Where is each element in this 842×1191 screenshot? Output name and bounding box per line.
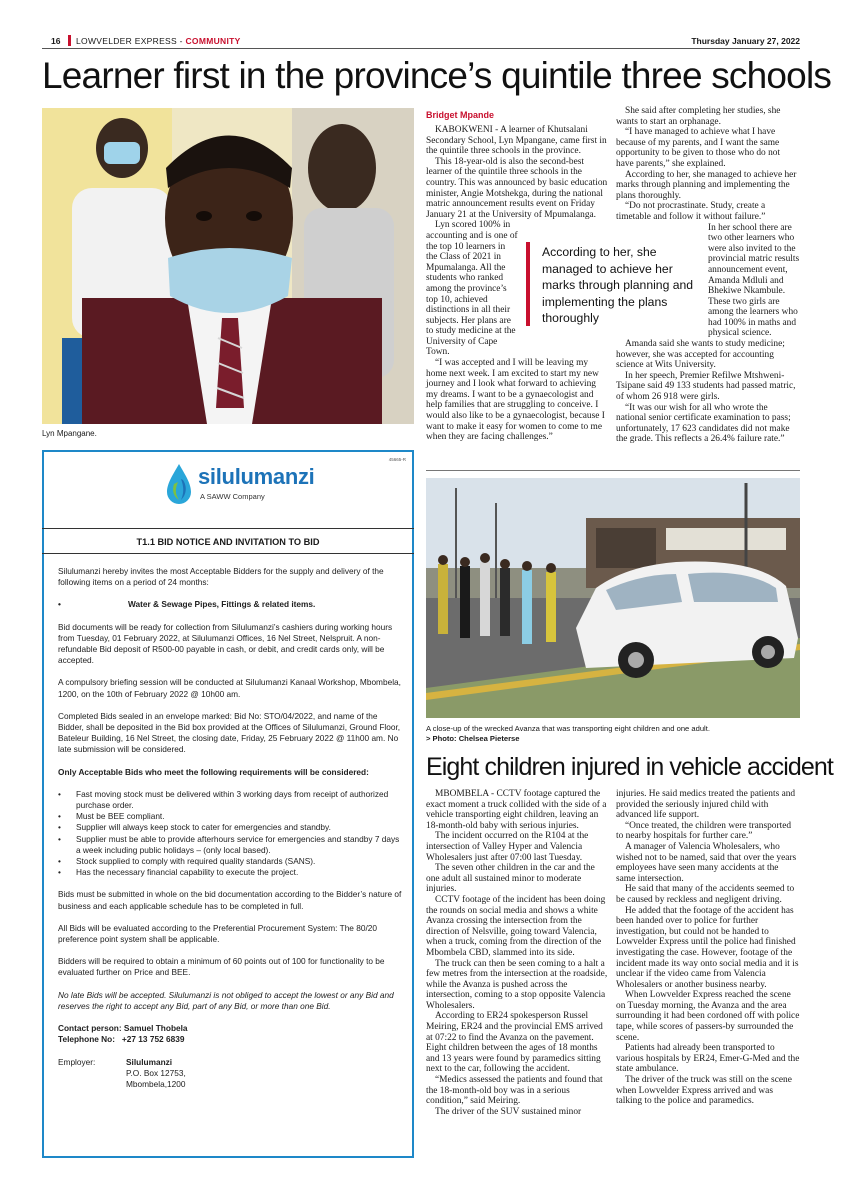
water-drop-icon: [164, 462, 194, 506]
ad-employer-box: P.O. Box 12753,: [126, 1067, 186, 1078]
ad-late-bids: No late Bids will be accepted. Silulumanzi is not obliged to accept the lowest or any Bid and reserves the right to accept any Bid, part of any Bid, or more than one Bid.: [58, 989, 394, 1011]
publication-title: LOWVELDER EXPRESS -: [76, 36, 183, 46]
ad-requirement: • Supplier must be able to provide afterhours service for emergencies and standby 7 days a week including public holidays – (only local based).: [58, 834, 402, 856]
pull-quote-bar: [526, 242, 530, 326]
ad-documents: Bid documents will be ready for collection from Silulumanzi’s cashiers during working hours from Tuesday, 01 February 2022, at Silulumanzi Offices, 16 Nel Street, Nelspruit. A non-refundable Bid deposit of R500-00 payable in cash, or debit, and credit cards only, will be accepted.: [58, 621, 393, 666]
story2-c1-p7: “Medics assessed the patients and found that the 18-month-old boy was in a serious condition,” said Meiring.: [426, 1075, 603, 1107]
ad-requirement: • Fast moving stock must be delivered within 3 working days from receipt of authorized purchase order.: [58, 789, 402, 811]
ad-employer-city: Mbombela,1200: [126, 1078, 186, 1089]
ad-requirement: • Has the necessary financial capability to execute the project.: [58, 867, 402, 878]
section-name: COMMUNITY: [185, 36, 241, 46]
story2-c1-p2: The incident occurred on the R104 at the intersection of Valley Hyper and Valencia Wholesalers just after 07:00 last Tuesday.: [426, 831, 589, 863]
ad-employer-details: [126, 1057, 186, 1091]
story1-c1-p4: “I was accepted and I will be leaving my home next week. I am excited to start my new journey and I look what forward to achieving my dreams. I want to be a gynaecologist and help families that are struggling to conceive. I would also like to be a gynaecologist, because I want to make it easy for women to come to me when they are facing challenges.”: [426, 358, 605, 443]
ad-requirement: • Supplier will always keep stock to cater for emergencies and standby.: [58, 822, 402, 833]
ad-reference-number: 45665-R: [388, 457, 406, 462]
story-divider: [426, 470, 800, 471]
accident-photo-caption: [426, 724, 800, 744]
story2-c2-p7: Patients had already been transported to various hospitals by ER24, Emer-G-Med and the state ambulance.: [616, 1043, 800, 1075]
ad-item: • Water & Sewage Pipes, Fittings & related items.: [58, 599, 402, 610]
story2-c2-p6: When Lowvelder Express reached the scene on Tuesday morning, the Avanza and the area surrounding it had been cordoned off with police tape, while scores of passers-by surrounded the scene.: [616, 990, 800, 1043]
story1-c1-p3: Lyn scored 100% in accounting and is one of the top 10 learners in the Class of 2021 in Mpumalanga. All the students who ranked among the province’s top 10, achieved distinctions in all their subjects. Her plans are to study medicine at the University of Cape Town.: [426, 220, 518, 358]
accident-photo-illustration: [426, 478, 800, 718]
issue-date: Thursday January 27, 2022: [691, 36, 800, 46]
ad-requirements-list: [58, 789, 402, 879]
bid-notice-advert: [42, 450, 414, 1158]
brand-name: silulumanzi: [198, 464, 315, 489]
story1-c2-p4: “Do not procrastinate. Study, create a timetable and follow it without failure.”: [616, 201, 766, 222]
story2-c1-p3: The seven other children in the car and the one adult all sustained minor to moderate injuries.: [426, 863, 595, 895]
story2-column-1: [426, 789, 610, 1117]
story1-byline: Bridget Mpande: [426, 110, 495, 120]
story1-c2-p8: “It was our wish for all who wrote the national senior certificate examination to pass; unfortunately, 17 623 candidates did not make the grade. This reflects a 26.4% failure rate.”: [616, 402, 791, 445]
story1-headline: Learner first in the province’s quintile three schools: [42, 55, 832, 96]
ad-sealed: Completed Bids sealed in an envelope marked: Bid No: STO/04/2022, and name of the Bidder, shall be deposited in the Bid box provided at the Offices of Silulumanzi, Ground Floor, Bateleur Building, 16 Nel Street, the closing date, Friday, 25 February 2022 @ 11h00 am. No late submission will be considered.: [58, 710, 401, 755]
story2-c2-p2: “Once treated, the children were transported to nearby hospitals for further care.”: [616, 820, 792, 842]
page-header: [42, 34, 800, 48]
story2-c1-p5: The truck can then be seen coming to a halt a few metres from the intersection at the roadside, while the Avanza is pushed across the intersection, coming to a stop opposite Valencia Wholesalers.: [426, 958, 608, 1011]
story2-c1-p6: According to ER24 spokesperson Russel Meiring, ER24 and the provincial EMS arrived at 07:22 to find the Avanza on the pavement. Eight children between the ages of 18 months and 13 years were found by paramedics sitting next to the car, following the accident.: [426, 1011, 603, 1075]
ad-contact-person: Contact person: Samuel Thobela: [58, 1023, 188, 1034]
ad-employer-name: Silulumanzi: [126, 1056, 173, 1067]
story2-c2-p5: He added that the footage of the accident has been handed over to police for further investigation, but could not be handed to Lowvelder Express until the police had finished investigating the case. However, footage of the incident made its way onto social media and it is unclear if the video came from Valencia Wholesalers or another business nearby.: [616, 905, 799, 990]
story1-c2-p1: She said after completing her studies, she wants to start an orphanage.: [616, 106, 781, 127]
ad-requirements-heading: Only Acceptable Bids who meet the following requirements will be considered:: [58, 766, 369, 777]
story2-headline: Eight children injured in vehicle accident: [426, 753, 833, 781]
learner-photo: [42, 108, 414, 424]
publication-name: [76, 36, 241, 46]
ad-submission: Bids must be submitted in whole on the bid documentation according to the Bidder’s nature of business and each applicable schedule has to be completed in full.: [58, 889, 402, 911]
story2-c2-p4: He said that many of the accidents seemed to be caused by reckless and negligent driving.: [616, 884, 795, 905]
accident-photo-credit: > Photo: Chelsea Pieterse: [426, 734, 520, 743]
header-rule: [42, 48, 800, 49]
page-number: 16: [51, 36, 61, 46]
ad-employer: [58, 1057, 402, 1091]
story2-c2-p1: injuries. He said medics treated the patients and provided the seriously injured child with advanced life support.: [616, 789, 796, 821]
accident-photo-caption-text: A close-up of the wrecked Avanza that was transporting eight children and one adult.: [426, 724, 710, 733]
story2-c1-p4: CCTV footage of the incident has been doing the rounds on social media and shows a white Avanza crossing the intersection from the direction of Nelsville, going toward Valencia, when a truck, coming from the direction of the Mbombela CBD, slammed into its side.: [426, 894, 606, 958]
ad-intro: Silulumanzi hereby invites the most Acceptable Bidders for the supply and delivery of the following items on a period of 24 months:: [58, 566, 384, 588]
story2-c1-p8: The driver of the SUV sustained minor: [435, 1106, 582, 1117]
ad-briefing: A compulsory briefing session will be conducted at Silulumanzi Kanaal Workshop, Mbombela, 1200, on the 10th of February 2022 @ 10h00 am.: [58, 677, 401, 699]
brand-subtitle: A SAWW Company: [200, 492, 265, 501]
story1-c1-p1: KABOKWENI - A learner of Khutsalani Secondary School, Lyn Mpangane, came first in the quintile three schools in the province.: [426, 125, 607, 157]
story2-c2-p3: A manager of Valencia Wholesalers, who wished not to be named, said that over the years employees have seen many accidents at the same intersection.: [616, 841, 797, 884]
story1-c2-p3: According to her, she managed to achieve her marks through planning and implementing the plans thoroughly.: [616, 169, 797, 201]
learner-photo-caption: Lyn Mpangane.: [42, 429, 97, 438]
story1-c2-p2: “I have managed to achieve what I have because of my parents, and I want the same opportunity to be given to those who do not have parents,” she explained.: [616, 127, 781, 169]
pull-quote: [526, 240, 706, 328]
story1-c2-p5: In her school there are two other learners who were also invited to the provincial matric results announcement event, Amanda Mdluli and Bhekiwe Nkambule. These two girls are among the learners who had 100% in maths and physical science.: [708, 222, 800, 339]
learner-photo-illustration: [42, 108, 414, 424]
ad-employer-label: Employer:: [58, 1056, 96, 1067]
ad-telephone: Telephone No: +27 13 752 6839: [58, 1034, 185, 1045]
silulumanzi-logo: [164, 462, 324, 506]
story1-c2-p6: Amanda said she wants to study medicine; however, she was accepted for accounting science at Wits University.: [616, 339, 785, 371]
ad-body: [58, 566, 402, 1090]
ad-evaluation: All Bids will be evaluated according to the Preferential Procurement System: The 80/20 preference point system shall be applicable.: [58, 922, 377, 945]
header-accent-bar: [68, 35, 71, 46]
story2-c2-p8: The driver of the truck was still on the scene when Lowvelder Express arrived and was talking to the police and paramedics.: [616, 1075, 792, 1107]
accident-photo: [426, 478, 800, 718]
ad-requirement: • Must be BEE compliant.: [58, 811, 402, 822]
story1-c2-p7: In her speech, Premier Refilwe Mtshweni-Tsipane said 49 133 students had passed matric, of whom 26 918 were girls.: [616, 370, 796, 403]
pull-quote-text: According to her, she managed to achieve her marks through planning and implementing the plans thoroughly: [542, 245, 694, 325]
ad-points: Bidders will be required to obtain a minimum of 60 points out of 100 for functionality to be evaluated further on Price and BEE.: [58, 956, 385, 978]
ad-title: T1.1 BID NOTICE AND INVITATION TO BID: [42, 528, 414, 554]
story2-column-2: [616, 789, 800, 1107]
story1-c1-p2: This 18-year-old is also the second-best learner of the quintile three schools in the country. This was announced by basic education minister, Angie Motshekga, during the national matric announcement results event on Friday January 21 at the University of Mpumalanga.: [426, 156, 608, 220]
story2-c1-p1: MBOMBELA - CCTV footage captured the exact moment a truck collided with the side of a vehicle transporting eight children, leaving an 18-month-old baby with serious injuries.: [426, 789, 607, 831]
ad-requirement: • Stock supplied to comply with required quality standards (SANS).: [58, 856, 402, 867]
